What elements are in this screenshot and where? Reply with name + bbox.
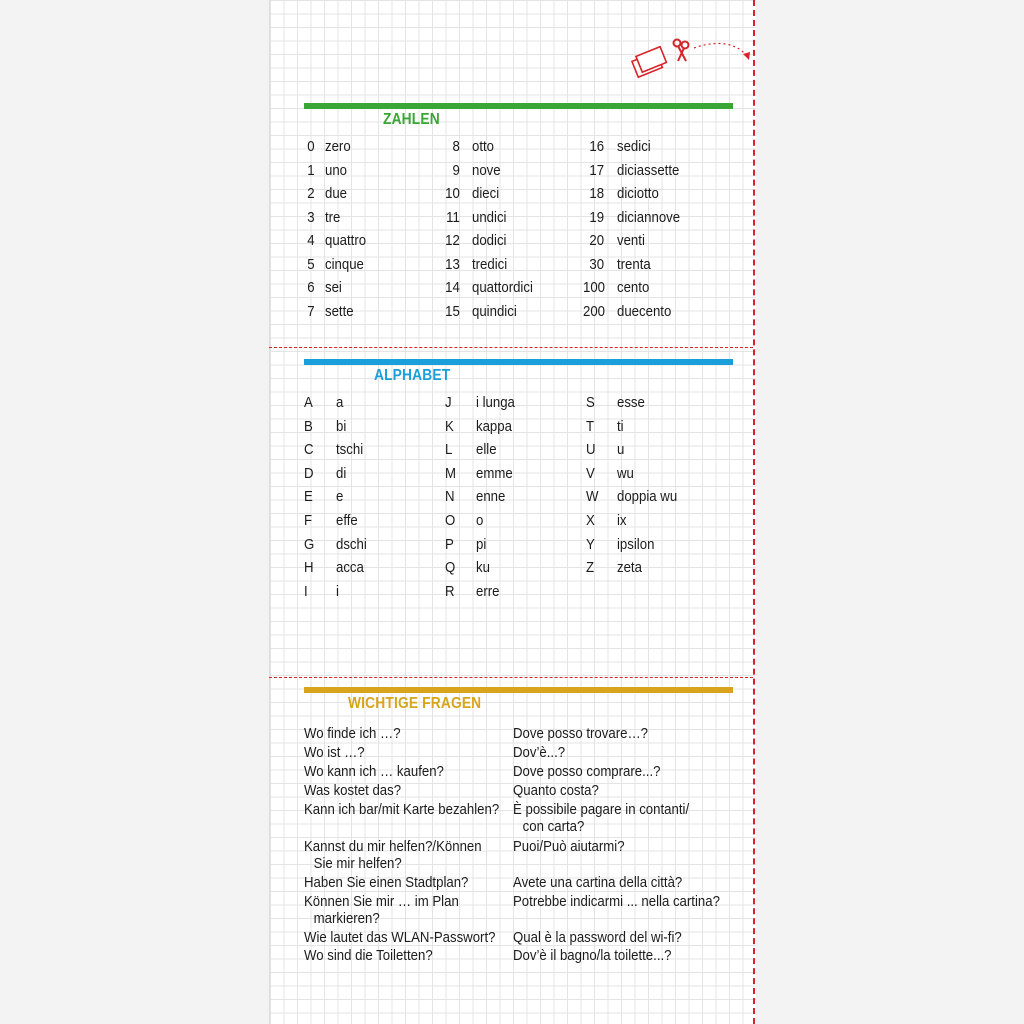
number-digit: 9 bbox=[452, 161, 460, 179]
alphabet-letter: D bbox=[304, 464, 314, 482]
number-word: duecento bbox=[616, 302, 672, 320]
alphabet-name: erre bbox=[475, 582, 500, 600]
number-word: diciassette bbox=[616, 161, 680, 179]
question-german bbox=[304, 801, 499, 818]
numbers-accent-bar bbox=[304, 103, 733, 109]
alphabet-letter: P bbox=[445, 535, 454, 553]
question-german-line: Wo kann ich … kaufen? bbox=[304, 763, 444, 780]
alphabet-letter: G bbox=[304, 535, 315, 553]
number-digit: 1 bbox=[307, 161, 315, 179]
number-word: nove bbox=[471, 161, 501, 179]
questions-title: WICHTIGE FRAGEN bbox=[348, 695, 482, 712]
alphabet-name: elle bbox=[475, 441, 497, 459]
number-word: otto bbox=[471, 138, 495, 155]
question-german-continuation: Sie mir helfen? bbox=[313, 855, 402, 872]
question-german-line: Wo finde ich …? bbox=[304, 725, 401, 742]
question-italian-line: Dov’è il bagno/la toilette...? bbox=[513, 947, 672, 964]
number-digit: 10 bbox=[445, 185, 460, 202]
alphabet-name: dschi bbox=[335, 535, 367, 553]
number-word: due bbox=[324, 185, 348, 202]
question-german bbox=[304, 874, 468, 891]
question-german-line: Können Sie mir … im Plan bbox=[304, 893, 459, 910]
question-italian bbox=[513, 947, 672, 964]
alphabet-letter: K bbox=[445, 417, 454, 435]
question-italian-line: Dove posso comprare...? bbox=[513, 763, 661, 780]
question-german-line: Wie lautet das WLAN-Passwort? bbox=[304, 929, 496, 946]
question-italian bbox=[513, 874, 682, 891]
question-italian bbox=[513, 838, 625, 855]
question-italian bbox=[513, 893, 720, 910]
number-digit: 7 bbox=[307, 302, 315, 320]
question-german-line: Kannst du mir helfen?/Können bbox=[304, 838, 482, 855]
alphabet-letter: N bbox=[445, 488, 455, 506]
alphabet-letter: S bbox=[586, 394, 595, 411]
number-digit: 0 bbox=[307, 138, 315, 155]
question-italian bbox=[513, 801, 689, 835]
cut-cards-icon bbox=[632, 47, 666, 78]
alphabet-letter: H bbox=[304, 559, 314, 577]
number-word: tre bbox=[324, 208, 341, 226]
alphabet-name: pi bbox=[475, 535, 487, 553]
alphabet-name: wu bbox=[616, 464, 634, 482]
question-german bbox=[304, 929, 495, 946]
number-digit: 2 bbox=[307, 185, 315, 202]
alphabet-name: enne bbox=[475, 488, 506, 506]
alphabet-letter: J bbox=[445, 394, 452, 411]
alphabet-name: di bbox=[335, 464, 347, 482]
alphabet-letter: X bbox=[586, 512, 595, 529]
number-word: quattordici bbox=[471, 279, 533, 296]
alphabet-letter: C bbox=[304, 441, 314, 459]
question-german-line: Haben Sie einen Stadtplan? bbox=[304, 874, 469, 891]
alphabet-name: zeta bbox=[616, 559, 642, 577]
number-digit: 17 bbox=[589, 161, 605, 179]
question-italian bbox=[513, 763, 660, 780]
number-digit: 5 bbox=[307, 255, 315, 273]
number-digit: 20 bbox=[589, 232, 605, 249]
question-italian-line: È possibile pagare in contanti/ bbox=[513, 801, 690, 818]
scissors-icon bbox=[628, 34, 758, 86]
alphabet-accent-bar bbox=[304, 359, 733, 365]
alphabet-name: u bbox=[616, 441, 625, 459]
number-digit: 19 bbox=[589, 208, 605, 226]
alphabet-letter: E bbox=[304, 488, 313, 506]
number-digit: 30 bbox=[589, 255, 605, 273]
question-german-continuation: markieren? bbox=[313, 910, 380, 927]
alphabet-name: tschi bbox=[335, 441, 364, 459]
number-digit: 8 bbox=[452, 138, 460, 155]
alphabet-name: bi bbox=[335, 417, 347, 435]
alphabet-name: ipsilon bbox=[616, 535, 655, 553]
question-italian-line: Dov’è...? bbox=[513, 744, 566, 761]
number-digit: 11 bbox=[446, 208, 460, 226]
number-word: sedici bbox=[616, 138, 651, 155]
question-italian-line: Puoi/Può aiutarmi? bbox=[513, 838, 625, 855]
question-german bbox=[304, 838, 482, 872]
number-digit: 14 bbox=[445, 279, 460, 296]
question-italian bbox=[513, 725, 648, 742]
alphabet-letter: A bbox=[304, 394, 313, 411]
number-word: tredici bbox=[471, 255, 508, 273]
number-word: trenta bbox=[616, 255, 651, 273]
alphabet-name: ix bbox=[616, 512, 627, 529]
number-word: dodici bbox=[471, 232, 507, 249]
question-italian-line: Dove posso trovare…? bbox=[513, 725, 648, 742]
question-german-line: Wo ist …? bbox=[304, 744, 365, 761]
alphabet-letter: Q bbox=[445, 559, 456, 577]
alphabet-name: kappa bbox=[475, 417, 512, 435]
alphabet-name: acca bbox=[335, 559, 364, 577]
alphabet-name: ku bbox=[475, 559, 490, 577]
number-word: undici bbox=[471, 208, 507, 226]
alphabet-name: emme bbox=[475, 464, 513, 482]
number-word: cento bbox=[616, 279, 650, 296]
question-german bbox=[304, 725, 401, 742]
alphabet-name: doppia wu bbox=[616, 488, 678, 506]
number-digit: 12 bbox=[445, 232, 460, 249]
question-italian bbox=[513, 744, 565, 761]
question-german-line: Kann ich bar/mit Karte bezahlen? bbox=[304, 801, 500, 818]
question-italian bbox=[513, 782, 599, 799]
question-italian-line: Avete una cartina della città? bbox=[513, 874, 683, 891]
alphabet-letter: B bbox=[304, 417, 313, 435]
number-digit: 200 bbox=[583, 302, 606, 320]
alphabet-name: i lunga bbox=[475, 394, 515, 411]
question-german bbox=[304, 947, 433, 964]
alphabet-name: i bbox=[335, 582, 339, 600]
alphabet-letter: F bbox=[304, 512, 313, 529]
question-german bbox=[304, 744, 365, 761]
alphabet-letter: L bbox=[445, 441, 453, 459]
number-word: cinque bbox=[324, 255, 364, 273]
alphabet-letter: Z bbox=[586, 559, 595, 577]
alphabet-title: ALPHABET bbox=[374, 367, 451, 384]
number-digit: 13 bbox=[445, 255, 460, 273]
cut-line-horizontal-2 bbox=[269, 677, 753, 678]
alphabet-letter: M bbox=[445, 464, 456, 482]
number-word: diciannove bbox=[616, 208, 681, 226]
alphabet-name: esse bbox=[616, 394, 645, 411]
number-digit: 15 bbox=[445, 302, 460, 320]
alphabet-letter: W bbox=[586, 488, 599, 506]
alphabet-letter: R bbox=[445, 582, 455, 600]
number-word: diciotto bbox=[616, 185, 659, 202]
number-digit: 16 bbox=[589, 138, 605, 155]
cut-line-horizontal-1 bbox=[269, 347, 753, 348]
number-word: venti bbox=[616, 232, 645, 249]
question-italian bbox=[513, 929, 682, 946]
question-german bbox=[304, 893, 459, 927]
numbers-title: ZAHLEN bbox=[383, 111, 440, 128]
alphabet-letter: V bbox=[586, 464, 595, 482]
alphabet-name: o bbox=[475, 512, 484, 529]
question-italian-line: Qual è la password del wi-fi? bbox=[513, 929, 682, 946]
alphabet-name: ti bbox=[616, 417, 624, 435]
number-word: zero bbox=[324, 138, 351, 155]
number-digit: 4 bbox=[307, 232, 315, 249]
number-digit: 18 bbox=[589, 185, 605, 202]
number-word: quindici bbox=[471, 302, 517, 320]
number-word: quattro bbox=[324, 232, 367, 249]
cut-line-vertical bbox=[753, 0, 755, 1024]
number-digit: 100 bbox=[583, 279, 606, 296]
question-italian-line: Quanto costa? bbox=[513, 782, 599, 799]
question-italian-continuation: con carta? bbox=[522, 818, 585, 835]
alphabet-name: effe bbox=[335, 512, 358, 529]
question-german-line: Was kostet das? bbox=[304, 782, 402, 799]
alphabet-letter: T bbox=[586, 417, 595, 435]
alphabet-letter: U bbox=[586, 441, 596, 459]
alphabet-letter: O bbox=[445, 512, 456, 529]
number-digit: 3 bbox=[307, 208, 315, 226]
question-german bbox=[304, 763, 444, 780]
number-word: sette bbox=[324, 302, 354, 320]
number-digit: 6 bbox=[307, 279, 315, 296]
question-italian-line: Potrebbe indicarmi ... nella cartina? bbox=[513, 893, 720, 910]
questions-accent-bar bbox=[304, 687, 733, 693]
number-word: sei bbox=[324, 279, 342, 296]
alphabet-name: e bbox=[335, 488, 344, 506]
alphabet-letter: Y bbox=[586, 535, 595, 553]
number-word: uno bbox=[324, 161, 348, 179]
question-german-line: Wo sind die Toiletten? bbox=[304, 947, 433, 964]
number-word: dieci bbox=[471, 185, 500, 202]
alphabet-letter: I bbox=[304, 582, 308, 600]
alphabet-name: a bbox=[335, 394, 344, 411]
question-german bbox=[304, 782, 401, 799]
